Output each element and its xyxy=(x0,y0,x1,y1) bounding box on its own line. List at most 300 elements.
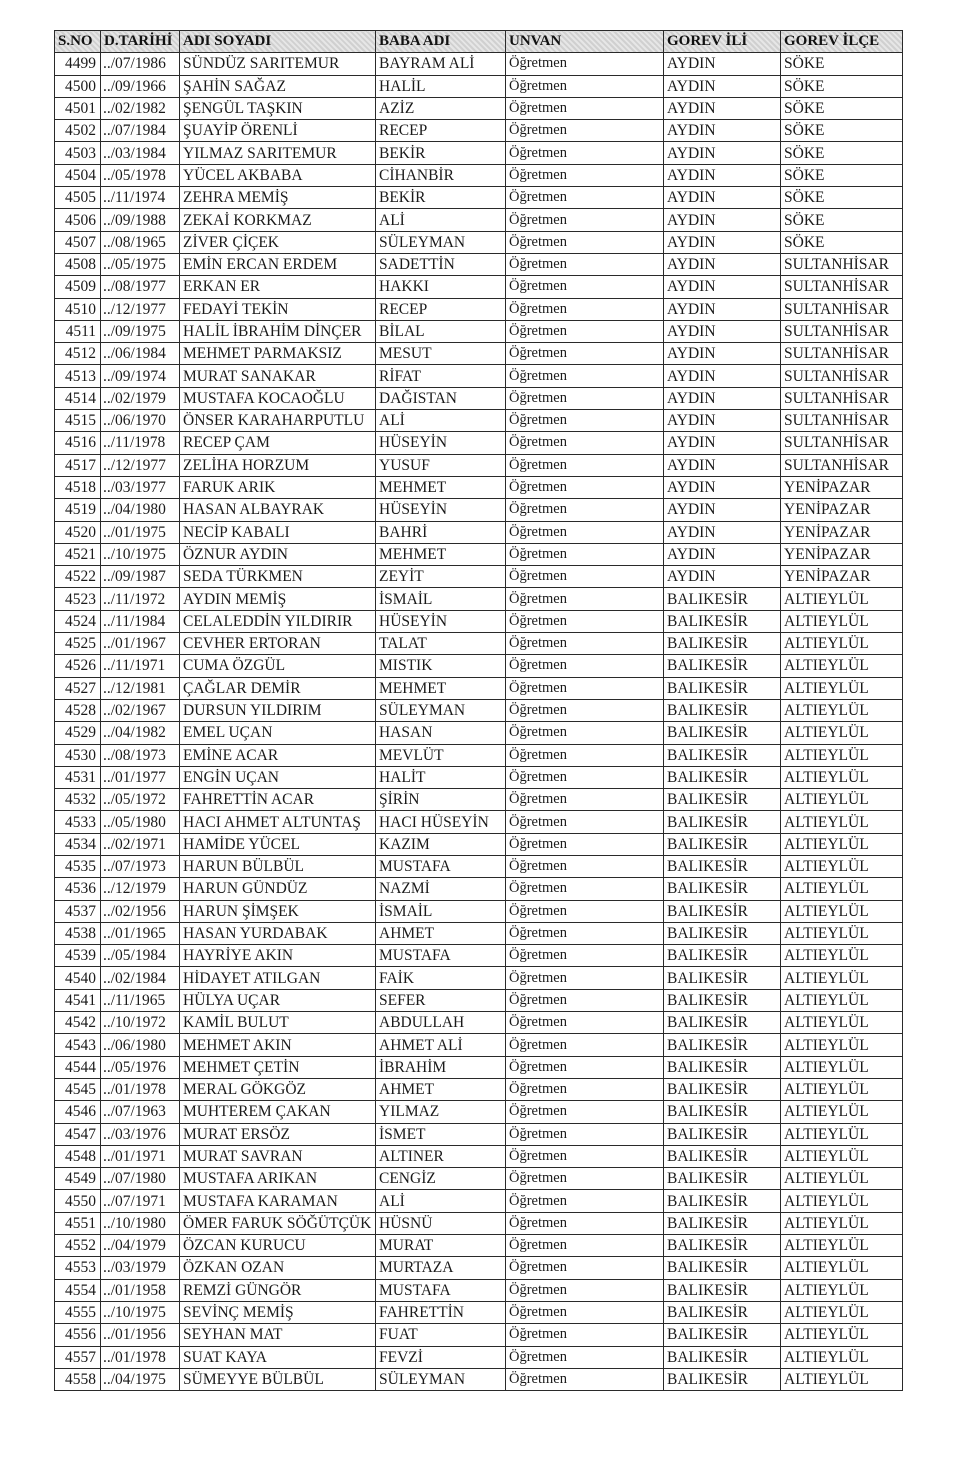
header-district: GOREV İLÇE xyxy=(781,31,903,53)
cell-birth-date: ../07/1984 xyxy=(101,120,180,142)
cell-father-name: SÜLEYMAN xyxy=(376,231,506,253)
cell-full-name: AYDIN MEMİŞ xyxy=(180,588,376,610)
cell-district: SULTANHİSAR xyxy=(781,343,903,365)
cell-district: ALTIEYLÜL xyxy=(781,945,903,967)
cell-province: BALIKESİR xyxy=(664,1145,781,1167)
cell-sno: 4546 xyxy=(55,1101,101,1123)
cell-birth-date: ../11/1972 xyxy=(101,588,180,610)
cell-title: Öğretmen xyxy=(506,1346,664,1368)
cell-province: AYDIN xyxy=(664,566,781,588)
cell-sno: 4529 xyxy=(55,722,101,744)
cell-district: ALTIEYLÜL xyxy=(781,811,903,833)
cell-birth-date: ../07/1986 xyxy=(101,53,180,75)
cell-birth-date: ../09/1966 xyxy=(101,75,180,97)
cell-sno: 4516 xyxy=(55,432,101,454)
cell-full-name: ŞENGÜL TAŞKIN xyxy=(180,97,376,119)
cell-title: Öğretmen xyxy=(506,1078,664,1100)
cell-district: SULTANHİSAR xyxy=(781,365,903,387)
cell-birth-date: ../05/1976 xyxy=(101,1056,180,1078)
cell-full-name: EMEL UÇAN xyxy=(180,722,376,744)
cell-province: BALIKESİR xyxy=(664,900,781,922)
cell-birth-date: ../02/1979 xyxy=(101,387,180,409)
cell-title: Öğretmen xyxy=(506,454,664,476)
cell-district: SÖKE xyxy=(781,75,903,97)
cell-full-name: FEDAYİ TEKİN xyxy=(180,298,376,320)
cell-full-name: ERKAN ER xyxy=(180,276,376,298)
cell-birth-date: ../05/1975 xyxy=(101,253,180,275)
table-row xyxy=(55,365,903,387)
cell-father-name: MEHMET xyxy=(376,476,506,498)
cell-district: SULTANHİSAR xyxy=(781,410,903,432)
cell-province: BALIKESİR xyxy=(664,1101,781,1123)
cell-full-name: HAMİDE YÜCEL xyxy=(180,833,376,855)
cell-full-name: MUSTAFA KARAMAN xyxy=(180,1190,376,1212)
cell-father-name: BAYRAM ALİ xyxy=(376,53,506,75)
table-row xyxy=(55,566,903,588)
cell-district: SÖKE xyxy=(781,187,903,209)
cell-title: Öğretmen xyxy=(506,789,664,811)
cell-title: Öğretmen xyxy=(506,699,664,721)
cell-district: ALTIEYLÜL xyxy=(781,1123,903,1145)
cell-full-name: ZİVER ÇİÇEK xyxy=(180,231,376,253)
cell-sno: 4540 xyxy=(55,967,101,989)
cell-sno: 4524 xyxy=(55,610,101,632)
cell-district: YENİPAZAR xyxy=(781,566,903,588)
cell-birth-date: ../09/1988 xyxy=(101,209,180,231)
cell-province: BALIKESİR xyxy=(664,1301,781,1323)
cell-title: Öğretmen xyxy=(506,989,664,1011)
cell-birth-date: ../08/1965 xyxy=(101,231,180,253)
cell-sno: 4527 xyxy=(55,677,101,699)
cell-sno: 4556 xyxy=(55,1324,101,1346)
cell-sno: 4535 xyxy=(55,855,101,877)
cell-province: BALIKESİR xyxy=(664,945,781,967)
cell-father-name: ALİ xyxy=(376,410,506,432)
cell-province: AYDIN xyxy=(664,476,781,498)
cell-sno: 4506 xyxy=(55,209,101,231)
cell-title: Öğretmen xyxy=(506,900,664,922)
cell-full-name: YÜCEL AKBABA xyxy=(180,164,376,186)
cell-province: BALIKESİR xyxy=(664,967,781,989)
cell-district: ALTIEYLÜL xyxy=(781,1235,903,1257)
table-row xyxy=(55,1012,903,1034)
cell-father-name: TALAT xyxy=(376,633,506,655)
cell-sno: 4505 xyxy=(55,187,101,209)
cell-birth-date: ../06/1984 xyxy=(101,343,180,365)
cell-district: ALTIEYLÜL xyxy=(781,1056,903,1078)
personnel-table xyxy=(54,30,903,1391)
cell-father-name: HALİL xyxy=(376,75,506,97)
cell-full-name: EMİN ERCAN ERDEM xyxy=(180,253,376,275)
table-row xyxy=(55,699,903,721)
cell-father-name: MUSTAFA xyxy=(376,945,506,967)
cell-sno: 4544 xyxy=(55,1056,101,1078)
cell-title: Öğretmen xyxy=(506,187,664,209)
cell-sno: 4509 xyxy=(55,276,101,298)
table-row xyxy=(55,1257,903,1279)
cell-sno: 4553 xyxy=(55,1257,101,1279)
cell-full-name: ZELİHA HORZUM xyxy=(180,454,376,476)
header-birth-date: D.TARİHİ xyxy=(101,31,180,53)
cell-province: BALIKESİR xyxy=(664,1324,781,1346)
cell-full-name: ÖMER FARUK SÖĞÜTÇÜK xyxy=(180,1212,376,1234)
cell-father-name: AHMET ALİ xyxy=(376,1034,506,1056)
cell-title: Öğretmen xyxy=(506,476,664,498)
cell-birth-date: ../11/1978 xyxy=(101,432,180,454)
cell-father-name: CİHANBİR xyxy=(376,164,506,186)
header-province: GOREV İLİ xyxy=(664,31,781,53)
cell-full-name: SEDA TÜRKMEN xyxy=(180,566,376,588)
cell-sno: 4518 xyxy=(55,476,101,498)
table-row xyxy=(55,53,903,75)
cell-birth-date: ../11/1984 xyxy=(101,610,180,632)
table-row xyxy=(55,1212,903,1234)
cell-birth-date: ../01/1975 xyxy=(101,521,180,543)
cell-father-name: BAHRİ xyxy=(376,521,506,543)
cell-province: BALIKESİR xyxy=(664,1056,781,1078)
cell-district: ALTIEYLÜL xyxy=(781,855,903,877)
cell-title: Öğretmen xyxy=(506,97,664,119)
cell-father-name: DAĞISTAN xyxy=(376,387,506,409)
cell-province: BALIKESİR xyxy=(664,1190,781,1212)
cell-birth-date: ../03/1984 xyxy=(101,142,180,164)
cell-sno: 4534 xyxy=(55,833,101,855)
cell-father-name: YILMAZ xyxy=(376,1101,506,1123)
cell-district: SÖKE xyxy=(781,142,903,164)
cell-birth-date: ../01/1967 xyxy=(101,633,180,655)
cell-district: ALTIEYLÜL xyxy=(781,1145,903,1167)
cell-province: AYDIN xyxy=(664,320,781,342)
table-row xyxy=(55,1279,903,1301)
cell-sno: 4557 xyxy=(55,1346,101,1368)
cell-district: SULTANHİSAR xyxy=(781,298,903,320)
cell-title: Öğretmen xyxy=(506,655,664,677)
cell-birth-date: ../01/1971 xyxy=(101,1145,180,1167)
cell-title: Öğretmen xyxy=(506,633,664,655)
cell-full-name: ENGİN UÇAN xyxy=(180,766,376,788)
cell-birth-date: ../10/1972 xyxy=(101,1012,180,1034)
cell-district: SÖKE xyxy=(781,164,903,186)
cell-district: ALTIEYLÜL xyxy=(781,1101,903,1123)
cell-title: Öğretmen xyxy=(506,610,664,632)
cell-district: SÖKE xyxy=(781,120,903,142)
cell-district: ALTIEYLÜL xyxy=(781,1368,903,1390)
cell-district: SÖKE xyxy=(781,231,903,253)
cell-father-name: MURTAZA xyxy=(376,1257,506,1279)
cell-sno: 4536 xyxy=(55,878,101,900)
cell-district: SULTANHİSAR xyxy=(781,432,903,454)
cell-full-name: HAYRİYE AKIN xyxy=(180,945,376,967)
cell-province: BALIKESİR xyxy=(664,1235,781,1257)
cell-birth-date: ../01/1978 xyxy=(101,1078,180,1100)
cell-sno: 4513 xyxy=(55,365,101,387)
cell-father-name: BEKİR xyxy=(376,187,506,209)
table-row xyxy=(55,855,903,877)
cell-birth-date: ../07/1963 xyxy=(101,1101,180,1123)
cell-full-name: MERAL GÖKGÖZ xyxy=(180,1078,376,1100)
cell-sno: 4542 xyxy=(55,1012,101,1034)
cell-province: BALIKESİR xyxy=(664,922,781,944)
cell-province: BALIKESİR xyxy=(664,1034,781,1056)
cell-sno: 4517 xyxy=(55,454,101,476)
cell-full-name: HÜLYA UÇAR xyxy=(180,989,376,1011)
table-row xyxy=(55,722,903,744)
cell-full-name: MURAT SANAKAR xyxy=(180,365,376,387)
cell-father-name: İSMET xyxy=(376,1123,506,1145)
cell-birth-date: ../02/1956 xyxy=(101,900,180,922)
cell-full-name: ÖZCAN KURUCU xyxy=(180,1235,376,1257)
cell-birth-date: ../02/1971 xyxy=(101,833,180,855)
cell-birth-date: ../05/1984 xyxy=(101,945,180,967)
cell-province: AYDIN xyxy=(664,276,781,298)
cell-province: AYDIN xyxy=(664,499,781,521)
cell-province: BALIKESİR xyxy=(664,1212,781,1234)
table-row xyxy=(55,1168,903,1190)
cell-title: Öğretmen xyxy=(506,298,664,320)
cell-title: Öğretmen xyxy=(506,1145,664,1167)
cell-title: Öğretmen xyxy=(506,209,664,231)
cell-father-name: AHMET xyxy=(376,1078,506,1100)
cell-sno: 4548 xyxy=(55,1145,101,1167)
cell-father-name: RECEP xyxy=(376,298,506,320)
cell-title: Öğretmen xyxy=(506,722,664,744)
cell-birth-date: ../01/1958 xyxy=(101,1279,180,1301)
table-row xyxy=(55,209,903,231)
header-title: UNVAN xyxy=(506,31,664,53)
cell-birth-date: ../03/1976 xyxy=(101,1123,180,1145)
table-row xyxy=(55,1190,903,1212)
table-row xyxy=(55,276,903,298)
cell-province: AYDIN xyxy=(664,209,781,231)
cell-title: Öğretmen xyxy=(506,945,664,967)
table-row xyxy=(55,410,903,432)
cell-district: ALTIEYLÜL xyxy=(781,655,903,677)
cell-sno: 4525 xyxy=(55,633,101,655)
cell-sno: 4504 xyxy=(55,164,101,186)
cell-birth-date: ../05/1972 xyxy=(101,789,180,811)
cell-full-name: SUAT KAYA xyxy=(180,1346,376,1368)
cell-district: SULTANHİSAR xyxy=(781,454,903,476)
cell-province: BALIKESİR xyxy=(664,789,781,811)
cell-district: ALTIEYLÜL xyxy=(781,1212,903,1234)
cell-sno: 4530 xyxy=(55,744,101,766)
cell-title: Öğretmen xyxy=(506,677,664,699)
cell-district: ALTIEYLÜL xyxy=(781,1346,903,1368)
cell-full-name: HACI AHMET ALTUNTAŞ xyxy=(180,811,376,833)
cell-birth-date: ../12/1981 xyxy=(101,677,180,699)
cell-birth-date: ../02/1984 xyxy=(101,967,180,989)
cell-province: AYDIN xyxy=(664,53,781,75)
cell-birth-date: ../01/1956 xyxy=(101,1324,180,1346)
table-row xyxy=(55,1034,903,1056)
cell-sno: 4538 xyxy=(55,922,101,944)
cell-province: AYDIN xyxy=(664,75,781,97)
cell-sno: 4503 xyxy=(55,142,101,164)
cell-full-name: MURAT SAVRAN xyxy=(180,1145,376,1167)
table-row xyxy=(55,253,903,275)
cell-father-name: HÜSEYİN xyxy=(376,610,506,632)
cell-father-name: ZEYİT xyxy=(376,566,506,588)
table-row xyxy=(55,655,903,677)
cell-province: BALIKESİR xyxy=(664,878,781,900)
cell-province: AYDIN xyxy=(664,543,781,565)
cell-sno: 4549 xyxy=(55,1168,101,1190)
cell-full-name: NECİP KABALI xyxy=(180,521,376,543)
cell-title: Öğretmen xyxy=(506,1301,664,1323)
cell-father-name: FAİK xyxy=(376,967,506,989)
cell-birth-date: ../08/1973 xyxy=(101,744,180,766)
cell-father-name: FUAT xyxy=(376,1324,506,1346)
cell-province: AYDIN xyxy=(664,97,781,119)
cell-father-name: HALİT xyxy=(376,766,506,788)
cell-district: ALTIEYLÜL xyxy=(781,1012,903,1034)
table-row xyxy=(55,1235,903,1257)
cell-title: Öğretmen xyxy=(506,320,664,342)
cell-district: ALTIEYLÜL xyxy=(781,766,903,788)
cell-district: YENİPAZAR xyxy=(781,476,903,498)
table-row xyxy=(55,922,903,944)
table-row xyxy=(55,610,903,632)
cell-province: BALIKESİR xyxy=(664,1257,781,1279)
cell-district: ALTIEYLÜL xyxy=(781,1034,903,1056)
cell-district: ALTIEYLÜL xyxy=(781,967,903,989)
cell-full-name: HARUN BÜLBÜL xyxy=(180,855,376,877)
table-row xyxy=(55,633,903,655)
cell-sno: 4550 xyxy=(55,1190,101,1212)
cell-province: AYDIN xyxy=(664,164,781,186)
cell-father-name: MUSTAFA xyxy=(376,1279,506,1301)
cell-sno: 4510 xyxy=(55,298,101,320)
cell-province: AYDIN xyxy=(664,298,781,320)
header-full-name: ADI SOYADI xyxy=(180,31,376,53)
table-row xyxy=(55,811,903,833)
cell-father-name: BİLAL xyxy=(376,320,506,342)
cell-sno: 4501 xyxy=(55,97,101,119)
cell-province: BALIKESİR xyxy=(664,855,781,877)
cell-province: AYDIN xyxy=(664,120,781,142)
cell-birth-date: ../10/1975 xyxy=(101,1301,180,1323)
cell-birth-date: ../06/1980 xyxy=(101,1034,180,1056)
table-header xyxy=(55,31,903,53)
cell-full-name: HARUN GÜNDÜZ xyxy=(180,878,376,900)
cell-district: ALTIEYLÜL xyxy=(781,588,903,610)
cell-father-name: FEVZİ xyxy=(376,1346,506,1368)
table-row xyxy=(55,766,903,788)
cell-father-name: İSMAİL xyxy=(376,588,506,610)
cell-province: BALIKESİR xyxy=(664,1123,781,1145)
cell-birth-date: ../09/1974 xyxy=(101,365,180,387)
cell-sno: 4514 xyxy=(55,387,101,409)
cell-sno: 4502 xyxy=(55,120,101,142)
cell-father-name: HAKKI xyxy=(376,276,506,298)
cell-sno: 4545 xyxy=(55,1078,101,1100)
table-row xyxy=(55,1078,903,1100)
cell-full-name: CELALEDDİN YILDIRIR xyxy=(180,610,376,632)
cell-district: YENİPAZAR xyxy=(781,499,903,521)
cell-title: Öğretmen xyxy=(506,142,664,164)
cell-birth-date: ../05/1978 xyxy=(101,164,180,186)
table-row xyxy=(55,343,903,365)
cell-district: ALTIEYLÜL xyxy=(781,1078,903,1100)
cell-district: ALTIEYLÜL xyxy=(781,744,903,766)
cell-sno: 4508 xyxy=(55,253,101,275)
cell-sno: 4532 xyxy=(55,789,101,811)
cell-full-name: HASAN ALBAYRAK xyxy=(180,499,376,521)
cell-full-name: ÖZNUR AYDIN xyxy=(180,543,376,565)
table-row xyxy=(55,833,903,855)
cell-district: ALTIEYLÜL xyxy=(781,1324,903,1346)
table-row xyxy=(55,1346,903,1368)
cell-province: BALIKESİR xyxy=(664,677,781,699)
cell-district: SULTANHİSAR xyxy=(781,253,903,275)
cell-full-name: REMZİ GÜNGÖR xyxy=(180,1279,376,1301)
cell-title: Öğretmen xyxy=(506,343,664,365)
cell-title: Öğretmen xyxy=(506,276,664,298)
cell-title: Öğretmen xyxy=(506,1279,664,1301)
cell-father-name: MURAT xyxy=(376,1235,506,1257)
cell-title: Öğretmen xyxy=(506,744,664,766)
cell-title: Öğretmen xyxy=(506,1101,664,1123)
table-row xyxy=(55,878,903,900)
cell-father-name: SADETTİN xyxy=(376,253,506,275)
cell-title: Öğretmen xyxy=(506,766,664,788)
cell-birth-date: ../04/1980 xyxy=(101,499,180,521)
cell-full-name: FARUK ARIK xyxy=(180,476,376,498)
cell-birth-date: ../10/1975 xyxy=(101,543,180,565)
cell-district: ALTIEYLÜL xyxy=(781,789,903,811)
cell-title: Öğretmen xyxy=(506,521,664,543)
cell-father-name: AZİZ xyxy=(376,97,506,119)
table-row xyxy=(55,1301,903,1323)
cell-title: Öğretmen xyxy=(506,1056,664,1078)
cell-birth-date: ../06/1970 xyxy=(101,410,180,432)
cell-full-name: MUHTEREM ÇAKAN xyxy=(180,1101,376,1123)
table-row xyxy=(55,120,903,142)
cell-province: BALIKESİR xyxy=(664,811,781,833)
cell-sno: 4551 xyxy=(55,1212,101,1234)
cell-full-name: CEVHER ERTORAN xyxy=(180,633,376,655)
header-sno: S.NO xyxy=(55,31,101,53)
table-row xyxy=(55,1056,903,1078)
table-row xyxy=(55,1368,903,1390)
cell-birth-date: ../03/1977 xyxy=(101,476,180,498)
cell-birth-date: ../07/1971 xyxy=(101,1190,180,1212)
cell-title: Öğretmen xyxy=(506,922,664,944)
table-row xyxy=(55,945,903,967)
cell-title: Öğretmen xyxy=(506,164,664,186)
cell-full-name: ŞUAYİP ÖRENLİ xyxy=(180,120,376,142)
cell-sno: 4515 xyxy=(55,410,101,432)
cell-birth-date: ../11/1974 xyxy=(101,187,180,209)
cell-father-name: HÜSNÜ xyxy=(376,1212,506,1234)
cell-father-name: YUSUF xyxy=(376,454,506,476)
cell-district: SÖKE xyxy=(781,53,903,75)
cell-birth-date: ../01/1978 xyxy=(101,1346,180,1368)
cell-father-name: ALİ xyxy=(376,1190,506,1212)
cell-full-name: ÇAĞLAR DEMİR xyxy=(180,677,376,699)
cell-title: Öğretmen xyxy=(506,833,664,855)
cell-title: Öğretmen xyxy=(506,499,664,521)
cell-sno: 4526 xyxy=(55,655,101,677)
cell-father-name: RİFAT xyxy=(376,365,506,387)
cell-full-name: HALİL İBRAHİM DİNÇER xyxy=(180,320,376,342)
table-body xyxy=(55,53,903,1391)
table-row xyxy=(55,744,903,766)
cell-birth-date: ../11/1965 xyxy=(101,989,180,1011)
cell-district: ALTIEYLÜL xyxy=(781,989,903,1011)
cell-full-name: ZEKAİ KORKMAZ xyxy=(180,209,376,231)
table-row xyxy=(55,187,903,209)
